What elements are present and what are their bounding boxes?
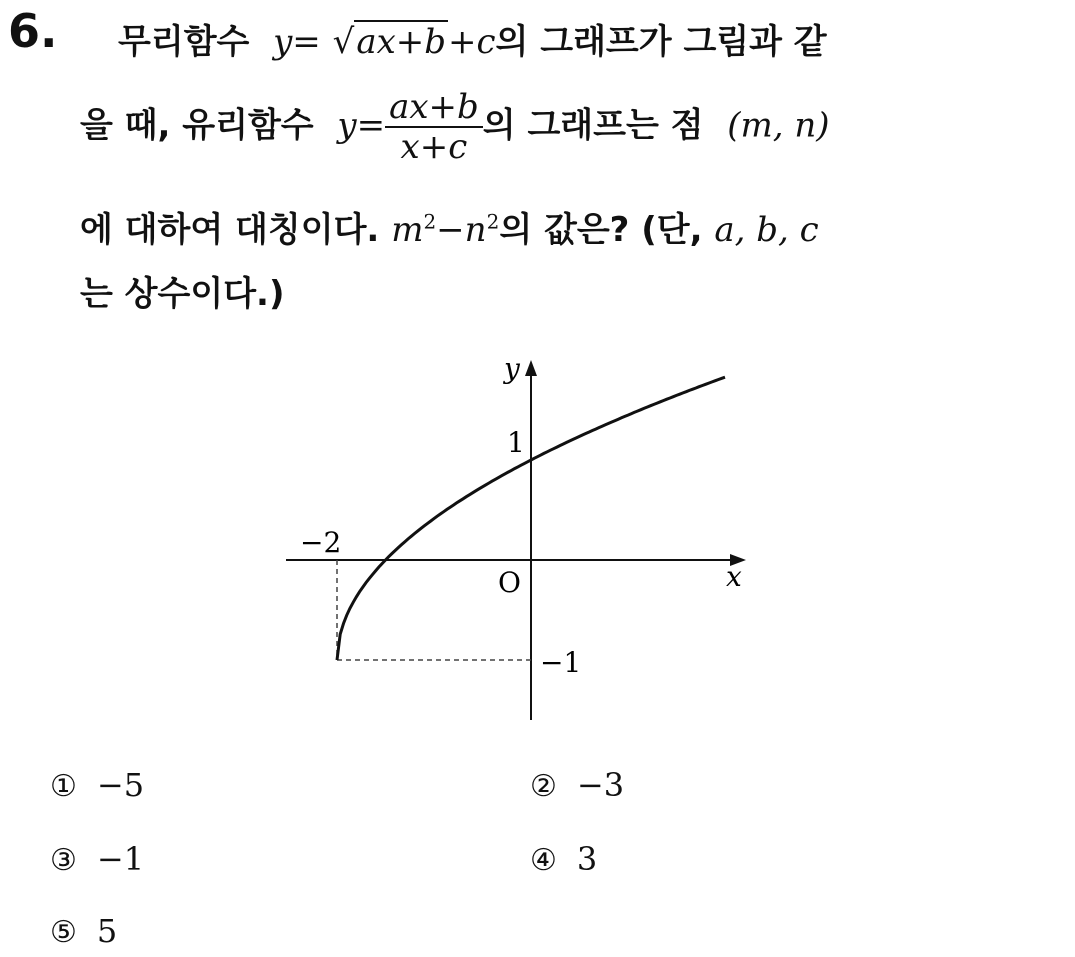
y-axis-arrow xyxy=(525,360,537,376)
choice-1[interactable] xyxy=(50,766,144,804)
choice-5-mark: ⑤ xyxy=(50,915,77,950)
line1-y: y xyxy=(273,22,293,62)
line2-y: y xyxy=(337,105,357,146)
line3-head: 에 대하여 대칭이다. xyxy=(80,210,380,250)
choice-4-value: 3 xyxy=(576,840,598,878)
line3-m-exp: 2 xyxy=(423,209,437,234)
choice-1-value: −5 xyxy=(96,766,145,804)
origin-label: O xyxy=(498,566,521,599)
x-axis-label: x xyxy=(726,560,742,593)
line2-eq: = xyxy=(356,105,386,146)
question-number: 6. xyxy=(8,4,58,58)
line3-minus: − xyxy=(436,210,465,250)
choice-3-mark: ③ xyxy=(50,843,77,878)
line3-m: m xyxy=(391,210,424,250)
fraction-numerator: ax+b xyxy=(385,88,483,128)
line1-text: 무리함수 xyxy=(118,22,250,62)
line3-n: n xyxy=(464,210,487,250)
line1-plus-c: +c xyxy=(448,22,496,62)
x-tick-label-minus-2: −2 xyxy=(300,526,342,559)
symmetry-point: (m, n) xyxy=(727,105,830,146)
line1-sqrt-arg: ax+b xyxy=(356,22,447,62)
choice-2-value: −3 xyxy=(576,766,625,804)
choice-3[interactable] xyxy=(50,840,144,878)
sqrt-sign: √ xyxy=(332,22,355,62)
y-tick-label-1: 1 xyxy=(507,426,525,459)
line2-tail: 의 그래프는 점 xyxy=(482,105,704,146)
line3-tail: 의 값은? (단, xyxy=(499,210,703,250)
fraction-denominator: x+c xyxy=(400,127,468,167)
choice-5-value: 5 xyxy=(96,912,118,950)
choice-4[interactable] xyxy=(530,840,597,878)
choice-2-mark: ② xyxy=(530,769,557,804)
line1-tail: 의 그래프가 그림과 같 xyxy=(495,22,827,62)
y-axis-label: y xyxy=(504,352,520,385)
line1-eq: = xyxy=(292,22,321,62)
line4: 는 상수이다.) xyxy=(80,274,285,314)
y-tick-label-minus-1: −1 xyxy=(540,646,582,679)
choice-2[interactable] xyxy=(530,766,624,804)
line3-n-exp: 2 xyxy=(486,209,500,234)
line2-head: 을 때, 유리함수 xyxy=(80,105,314,146)
choice-4-mark: ④ xyxy=(530,843,557,878)
choice-3-value: −1 xyxy=(96,840,145,878)
choice-1-mark: ① xyxy=(50,769,77,804)
line3-constants: a, b, c xyxy=(714,210,819,250)
choice-5[interactable] xyxy=(50,912,117,950)
